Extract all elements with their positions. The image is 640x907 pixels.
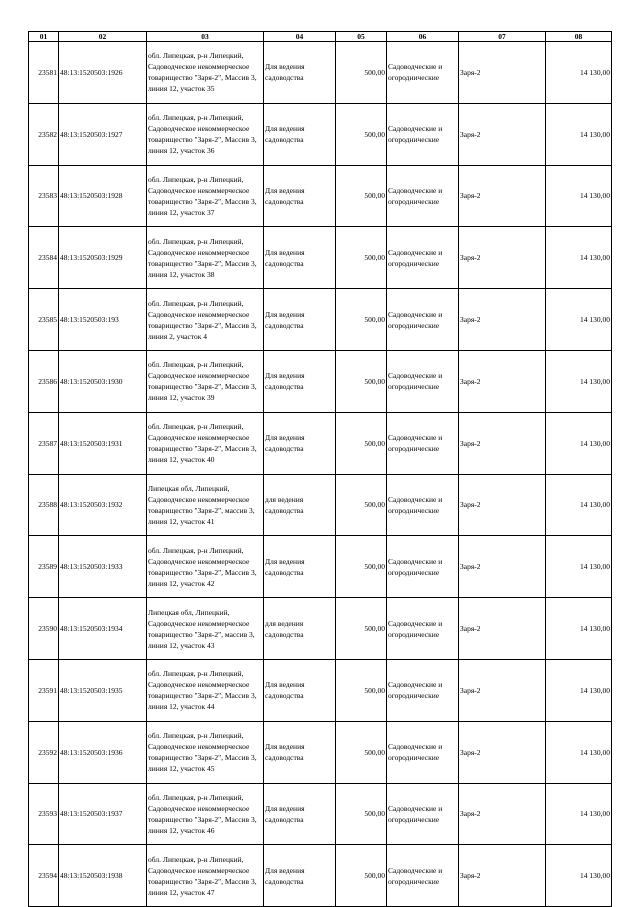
permitted-use-cell: для ведения садоводства [264, 598, 336, 660]
cadastral-number-cell: 48:13:1520503:1928 [59, 165, 147, 227]
table-row [29, 845, 612, 907]
land-category-cell: Садоводческие и огороднические [387, 474, 459, 536]
area-cell: 500,00 [336, 103, 387, 165]
address-text: Липецкая обл, Липецкий, Садоводческое некоммерческое товарищество "Заря-2", массив 3, линия 12, участок 43 [148, 607, 255, 650]
row-id-cell: 23589 [29, 536, 59, 598]
row-id-cell: 23587 [29, 412, 59, 474]
table-row [29, 289, 612, 351]
address-text: обл. Липецкая, р-н Липецкий, Садоводческое некоммерческое товарищество "Заря-2", Массив 3, линия 2, участок 4 [148, 298, 257, 341]
column-header-06: 06 [387, 32, 459, 42]
row-id-cell: 23593 [29, 783, 59, 845]
table-body [29, 42, 612, 907]
cadastral-number-cell: 48:13:1520503:1927 [59, 103, 147, 165]
header-row [29, 32, 612, 42]
land-category-cell: Садоводческие и огороднические [387, 42, 459, 104]
address-cell [147, 165, 264, 227]
cadastral-value-cell: 14 130,00 [546, 598, 612, 660]
cadastral-number-cell: 48:13:1520503:1935 [59, 659, 147, 721]
settlement-name-cell: Заря-2 [459, 536, 546, 598]
cadastral-number-cell: 48:13:1520503:1926 [59, 42, 147, 104]
land-category-cell: Садоводческие и огороднические [387, 659, 459, 721]
row-id-cell: 23590 [29, 598, 59, 660]
settlement-name-cell: Заря-2 [459, 474, 546, 536]
address-cell [147, 350, 264, 412]
settlement-name-cell: Заря-2 [459, 659, 546, 721]
column-header-08: 08 [546, 32, 612, 42]
cadastral-number-cell: 48:13:1520503:1938 [59, 845, 147, 907]
cadastral-value-cell: 14 130,00 [546, 783, 612, 845]
cadastral-value-cell: 14 130,00 [546, 227, 612, 289]
cadastral-number-cell: 48:13:1520503:1932 [59, 474, 147, 536]
cadastral-value-cell: 14 130,00 [546, 350, 612, 412]
settlement-name-cell: Заря-2 [459, 42, 546, 104]
land-category-cell: Садоводческие и огороднические [387, 103, 459, 165]
row-id-cell: 23585 [29, 289, 59, 351]
land-category-cell: Садоводческие и огороднические [387, 721, 459, 783]
address-text: обл. Липецкая, р-н Липецкий, Садоводческое некоммерческое товарищество "Заря-2", Массив 3, линия 12, участок 39 [148, 360, 257, 403]
column-header-07: 07 [459, 32, 546, 42]
cadastral-number-cell: 48:13:1520503:1929 [59, 227, 147, 289]
cadastral-value-cell: 14 130,00 [546, 289, 612, 351]
permitted-use-cell: Для ведения садоводства [264, 165, 336, 227]
settlement-name-cell: Заря-2 [459, 721, 546, 783]
cadastral-number-cell: 48:13:1520503:1930 [59, 350, 147, 412]
area-cell: 500,00 [336, 659, 387, 721]
cadastral-number-cell: 48:13:1520503:1936 [59, 721, 147, 783]
area-cell: 500,00 [336, 42, 387, 104]
column-header-04: 04 [264, 32, 336, 42]
area-cell: 500,00 [336, 227, 387, 289]
permitted-use-cell: Для ведения садоводства [264, 721, 336, 783]
land-category-cell: Садоводческие и огороднические [387, 783, 459, 845]
cadastral-value-cell: 14 130,00 [546, 721, 612, 783]
table-row [29, 165, 612, 227]
land-parcel-table [28, 31, 612, 907]
cadastral-value-cell: 14 130,00 [546, 536, 612, 598]
area-cell: 500,00 [336, 165, 387, 227]
address-cell [147, 412, 264, 474]
area-cell: 500,00 [336, 350, 387, 412]
permitted-use-cell: Для ведения садоводства [264, 103, 336, 165]
column-header-03: 03 [147, 32, 264, 42]
settlement-name-cell: Заря-2 [459, 598, 546, 660]
address-text: обл. Липецкая, р-н Липецкий, Садоводческое некоммерческое товарищество "Заря-2", Массив 3, линия 12, участок 45 [148, 731, 257, 774]
area-cell: 500,00 [336, 783, 387, 845]
table-row [29, 536, 612, 598]
address-text: обл. Липецкая, р-н Липецкий, Садоводческое некоммерческое товарищество "Заря-2", Массив 3, линия 12, участок 46 [148, 792, 257, 835]
land-category-cell: Садоводческие и огороднические [387, 845, 459, 907]
permitted-use-cell: для ведения садоводства [264, 474, 336, 536]
row-id-cell: 23586 [29, 350, 59, 412]
address-cell [147, 845, 264, 907]
land-category-cell: Садоводческие и огороднические [387, 536, 459, 598]
cadastral-value-cell: 14 130,00 [546, 42, 612, 104]
table-row [29, 783, 612, 845]
address-cell [147, 42, 264, 104]
row-id-cell: 23591 [29, 659, 59, 721]
cadastral-value-cell: 14 130,00 [546, 412, 612, 474]
table-row [29, 103, 612, 165]
cadastral-number-cell: 48:13:1520503:1934 [59, 598, 147, 660]
address-cell [147, 536, 264, 598]
table-row [29, 412, 612, 474]
area-cell: 500,00 [336, 536, 387, 598]
permitted-use-cell: Для ведения садоводства [264, 350, 336, 412]
address-text: обл. Липецкая, р-н Липецкий, Садоводческое некоммерческое товарищество "Заря-2", Массив 3, линия 12, участок 40 [148, 422, 257, 465]
column-header-05: 05 [336, 32, 387, 42]
address-text: Липецкая обл, Липецкий, Садоводческое некоммерческое товарищество "Заря-2", массив 3, линия 12, участок 41 [148, 483, 255, 526]
address-cell [147, 598, 264, 660]
cadastral-value-cell: 14 130,00 [546, 845, 612, 907]
column-header-02: 02 [59, 32, 147, 42]
settlement-name-cell: Заря-2 [459, 412, 546, 474]
address-text: обл. Липецкая, р-н Липецкий, Садоводческое некоммерческое товарищество "Заря-2", Массив 3, линия 12, участок 44 [148, 669, 257, 712]
area-cell: 500,00 [336, 412, 387, 474]
column-header-01: 01 [29, 32, 59, 42]
table-row [29, 474, 612, 536]
land-category-cell: Садоводческие и огороднические [387, 165, 459, 227]
cadastral-number-cell: 48:13:1520503:1933 [59, 536, 147, 598]
permitted-use-cell: Для ведения садоводства [264, 536, 336, 598]
address-cell [147, 783, 264, 845]
settlement-name-cell: Заря-2 [459, 289, 546, 351]
table-row [29, 659, 612, 721]
row-id-cell: 23594 [29, 845, 59, 907]
land-category-cell: Садоводческие и огороднические [387, 598, 459, 660]
table-row [29, 42, 612, 104]
row-id-cell: 23582 [29, 103, 59, 165]
address-cell [147, 474, 264, 536]
settlement-name-cell: Заря-2 [459, 783, 546, 845]
row-id-cell: 23583 [29, 165, 59, 227]
table-row [29, 227, 612, 289]
row-id-cell: 23581 [29, 42, 59, 104]
row-id-cell: 23588 [29, 474, 59, 536]
cadastral-value-cell: 14 130,00 [546, 659, 612, 721]
cadastral-value-cell: 14 130,00 [546, 103, 612, 165]
row-id-cell: 23584 [29, 227, 59, 289]
permitted-use-cell: Для ведения садоводства [264, 412, 336, 474]
table-row [29, 350, 612, 412]
land-category-cell: Садоводческие и огороднические [387, 350, 459, 412]
cadastral-number-cell: 48:13:1520503:1937 [59, 783, 147, 845]
address-text: обл. Липецкая, р-н Липецкий, Садоводческое некоммерческое товарищество "Заря-2", Массив 3, линия 12, участок 36 [148, 113, 257, 156]
land-category-cell: Садоводческие и огороднические [387, 227, 459, 289]
area-cell: 500,00 [336, 598, 387, 660]
permitted-use-cell: Для ведения садоводства [264, 783, 336, 845]
area-cell: 500,00 [336, 845, 387, 907]
area-cell: 500,00 [336, 289, 387, 351]
permitted-use-cell: Для ведения садоводства [264, 42, 336, 104]
permitted-use-cell: Для ведения садоводства [264, 289, 336, 351]
settlement-name-cell: Заря-2 [459, 165, 546, 227]
address-text: обл. Липецкая, р-н Липецкий, Садоводческое некоммерческое товарищество "Заря-2", Массив 3, линия 12, участок 37 [148, 174, 257, 217]
land-category-cell: Садоводческие и огороднические [387, 412, 459, 474]
address-cell [147, 721, 264, 783]
address-cell [147, 227, 264, 289]
cadastral-value-cell: 14 130,00 [546, 474, 612, 536]
area-cell: 500,00 [336, 721, 387, 783]
address-cell [147, 103, 264, 165]
table-row [29, 721, 612, 783]
land-category-cell: Садоводческие и огороднические [387, 289, 459, 351]
area-cell: 500,00 [336, 474, 387, 536]
table-row [29, 598, 612, 660]
cadastral-value-cell: 14 130,00 [546, 165, 612, 227]
address-text: обл. Липецкая, р-н Липецкий, Садоводческое некоммерческое товарищество "Заря-2", Массив 3, линия 12, участок 42 [148, 545, 257, 588]
settlement-name-cell: Заря-2 [459, 103, 546, 165]
cadastral-number-cell: 48:13:1520503:193 [59, 289, 147, 351]
address-text: обл. Липецкая, р-н Липецкий, Садоводческое некоммерческое товарищество "Заря-2", Массив 3, линия 12, участок 47 [148, 854, 257, 897]
row-id-cell: 23592 [29, 721, 59, 783]
address-text: обл. Липецкая, р-н Липецкий, Садоводческое некоммерческое товарищество "Заря-2", Массив 3, линия 12, участок 35 [148, 51, 257, 94]
settlement-name-cell: Заря-2 [459, 845, 546, 907]
permitted-use-cell: Для ведения садоводства [264, 659, 336, 721]
address-cell [147, 289, 264, 351]
address-cell [147, 659, 264, 721]
permitted-use-cell: Для ведения садоводства [264, 845, 336, 907]
settlement-name-cell: Заря-2 [459, 227, 546, 289]
cadastral-number-cell: 48:13:1520503:1931 [59, 412, 147, 474]
settlement-name-cell: Заря-2 [459, 350, 546, 412]
address-text: обл. Липецкая, р-н Липецкий, Садоводческое некоммерческое товарищество "Заря-2", Массив 3, линия 12, участок 38 [148, 236, 257, 279]
permitted-use-cell: Для ведения садоводства [264, 227, 336, 289]
